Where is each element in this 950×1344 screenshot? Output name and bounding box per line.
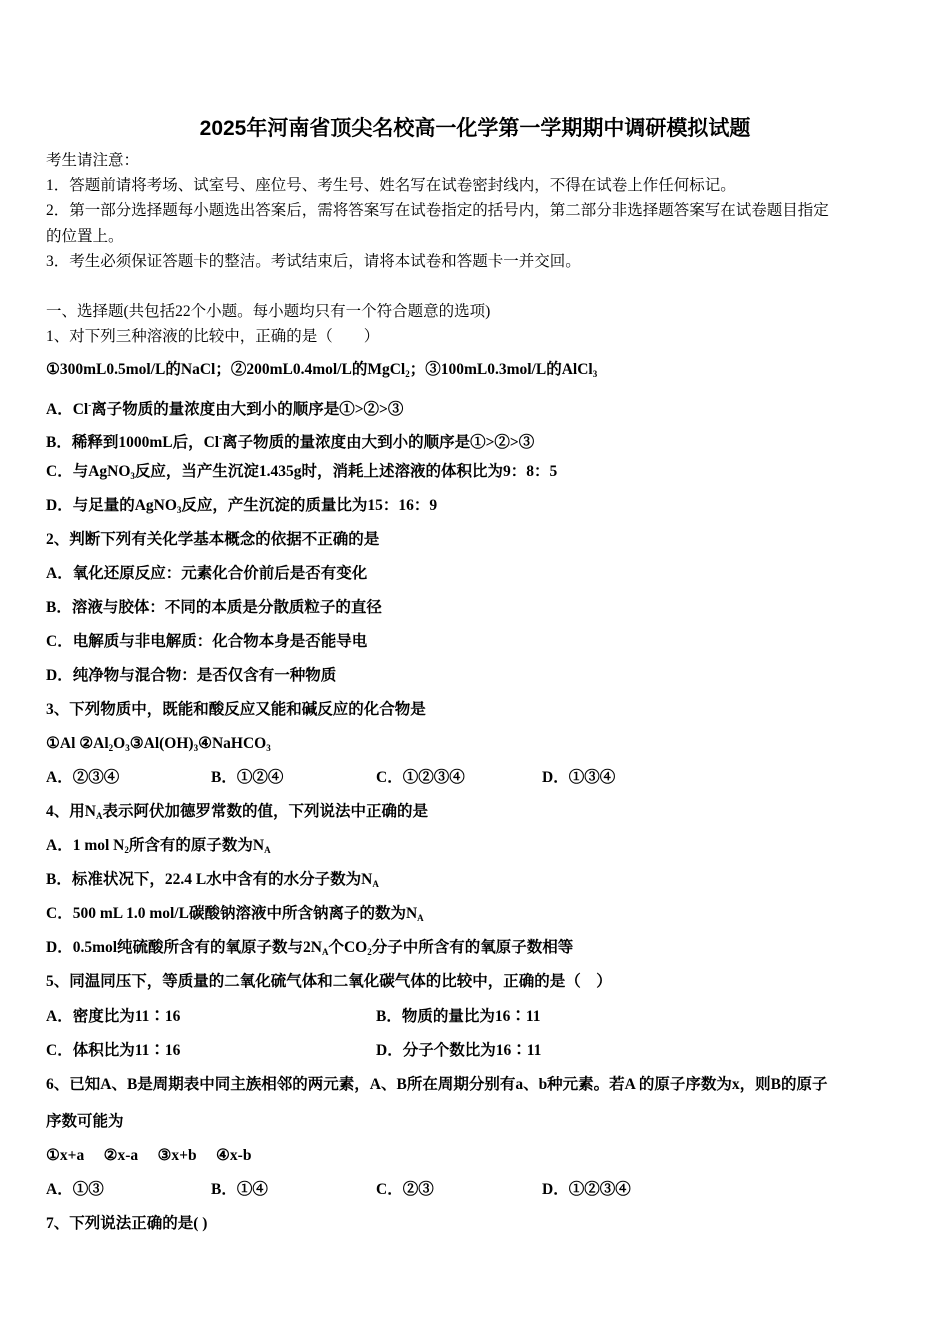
text-run: 反应，当产生沉淀1.435g时，消耗上述溶液的体积比为9：8：5 — [134, 463, 558, 480]
text-segment — [46, 530, 379, 550]
text-run: 7、下列说法正确的是( ) — [46, 1215, 208, 1232]
subscript: A — [95, 811, 103, 821]
text-run: A．①③ — [46, 1181, 104, 1198]
superscript: - — [88, 400, 92, 410]
text-run: A．1 mol N — [46, 837, 125, 854]
text-segment — [46, 632, 367, 652]
text-run: 3、下列物质中，既能和酸反应又能和碱反应的化合物是 — [46, 701, 426, 718]
text-run: 离子物质的量浓度由大到小的顺序是①>②>③ — [222, 434, 535, 451]
text-run: O — [113, 735, 126, 752]
text-segment — [46, 836, 271, 860]
text-run: B．稀释到1000mL后，Cl — [46, 434, 220, 451]
subscript: 3 — [130, 471, 135, 481]
text-segment — [46, 496, 437, 520]
text-run: 的位置上。 — [46, 228, 124, 245]
answer-option — [46, 1041, 180, 1061]
text-run: 一、选择题(共包括22个小题。每小题均只有一个符合题意的选项) — [46, 303, 491, 320]
text-run: ①Al ②Al — [46, 735, 109, 752]
text-run: B．①④ — [211, 1181, 268, 1198]
text-run: C．②③ — [376, 1181, 434, 1198]
answer-option — [46, 1007, 180, 1027]
subscript: 2 — [405, 369, 410, 379]
text-run: 2、判断下列有关化学基本概念的依据不正确的是 — [46, 531, 380, 548]
text-run: 序数可能为 — [46, 1113, 124, 1130]
text-segment — [46, 938, 573, 962]
text-run: 1、对下列三种溶液的比较中，正确的是（ ） — [46, 328, 380, 345]
subscript: A — [321, 947, 329, 957]
text-segment — [46, 1075, 828, 1095]
text-run: 考生请注意： — [46, 152, 140, 169]
text-run: D．0.5mol纯硫酸所含有的氧原子数与2N — [46, 939, 322, 956]
superscript: - — [219, 433, 223, 443]
page-title: 2025年河南省顶尖名校高一化学第一学期期中调研模拟试题 — [199, 117, 751, 140]
text-run: C．与AgNO — [46, 463, 131, 480]
text-run: A．②③④ — [46, 769, 120, 786]
text-run: ①x+a ②x-a ③x+b ④x-b — [46, 1147, 252, 1164]
subscript: 3 — [176, 505, 182, 515]
answer-option — [211, 1180, 268, 1200]
text-run: ④NaHCO — [198, 735, 267, 752]
answer-option — [46, 1180, 104, 1200]
subscript: 2 — [124, 845, 129, 855]
text-run: ；③100mL0.3mol/L的AlCl — [409, 361, 593, 378]
text-run: D．纯净物与混合物：是否仅含有一种物质 — [46, 667, 337, 684]
text-segment — [46, 252, 581, 272]
text-run: C．500 mL 1.0 mol/L碳酸钠溶液中所含钠离子的数为N — [46, 905, 418, 922]
text-segment — [46, 700, 426, 720]
subscript: A — [372, 879, 379, 889]
text-run: 5、同温同压下，等质量的二氧化硫气体和二氧化碳气体的比较中，正确的是（ ） — [46, 973, 612, 990]
text-segment — [46, 972, 612, 992]
text-run: 表示阿伏加德罗常数的值，下列说法中正确的是 — [102, 803, 428, 820]
text-run: C．体积比为11∶16 — [46, 1042, 181, 1059]
text-segment — [46, 666, 336, 686]
subscript: 3 — [193, 743, 199, 753]
subscript: A — [264, 845, 271, 855]
text-segment — [46, 227, 124, 247]
text-run: 分子中所含有的氧原子数相等 — [371, 939, 574, 956]
text-segment — [46, 302, 490, 322]
subscript: 2 — [108, 743, 114, 753]
text-segment — [46, 462, 557, 486]
answer-option — [542, 1180, 631, 1200]
text-segment — [46, 395, 403, 420]
text-run: C．电解质与非电解质：化合物本身是否能导电 — [46, 633, 368, 650]
text-run: D．分子个数比为16∶11 — [376, 1042, 542, 1059]
text-run: B．溶液与胶体：不同的本质是分散质粒子的直径 — [46, 599, 382, 616]
text-segment — [46, 360, 597, 384]
text-run: 3．考生必须保证答题卡的整洁。考试结束后，请将本试卷和答题卡一并交回。 — [46, 253, 581, 270]
text-run: 2．第一部分选择题每小题选出答案后，需将答案写在试卷指定的括号内，第二部分非选择题答案写在试卷题目指定 — [46, 202, 829, 219]
text-segment — [46, 151, 139, 171]
text-run: D．①③④ — [542, 769, 616, 786]
text-run: 4、用N — [46, 803, 96, 820]
text-run: 反应，产生沉淀的质量比为15：16：9 — [181, 497, 438, 514]
text-segment — [46, 802, 428, 826]
answer-option — [376, 1041, 541, 1061]
answer-option — [211, 768, 283, 788]
text-run: B．标准状况下，22.4 L水中含有的水分子数为N — [46, 871, 373, 888]
text-segment — [46, 1146, 251, 1166]
answer-option — [376, 1180, 434, 1200]
text-run: 个CO — [328, 939, 368, 956]
answer-option — [46, 768, 119, 788]
text-run: A．氧化还原反应：元素化合价前后是否有变化 — [46, 565, 368, 582]
text-segment — [46, 734, 271, 758]
text-segment — [46, 327, 379, 347]
text-run: ③Al(OH) — [129, 735, 194, 752]
answer-option — [376, 1007, 540, 1027]
text-run: B．物质的量比为16∶11 — [376, 1008, 541, 1025]
answer-option — [542, 768, 615, 788]
text-run: D．与足量的AgNO — [46, 497, 177, 514]
subscript: 3 — [125, 743, 130, 753]
text-segment — [46, 598, 382, 618]
text-segment — [46, 428, 534, 453]
subscript: 2 — [367, 947, 372, 957]
text-segment — [46, 201, 829, 221]
subscript: 3 — [592, 369, 598, 379]
text-run: 离子物质的量浓度由大到小的顺序是①>②>③ — [91, 401, 404, 418]
text-run: A．密度比为11∶16 — [46, 1008, 181, 1025]
text-run: 6、已知A、B是周期表中同主族相邻的两元素，A、B所在周期分别有a、b种元素。若A 的原子序数为x，则B的原子 — [46, 1076, 828, 1093]
text-run: D．①②③④ — [542, 1181, 631, 1198]
text-run: 所含有的原子数为N — [128, 837, 265, 854]
text-segment — [46, 1214, 207, 1234]
subscript: 3 — [266, 743, 271, 753]
text-segment — [46, 564, 367, 584]
text-run: 1．答题前请将考场、试室号、座位号、考生号、姓名写在试卷密封线内，不得在试卷上作任何标记。 — [46, 177, 736, 194]
text-segment — [46, 870, 379, 894]
answer-option — [376, 768, 465, 788]
text-segment — [46, 1112, 124, 1132]
text-segment — [46, 176, 736, 196]
text-run: C．①②③④ — [376, 769, 465, 786]
text-run: A．Cl — [46, 401, 89, 418]
text-segment — [46, 904, 424, 928]
text-run: ①300mL0.5mol/L的NaCl；②200mL0.4mol/L的MgCl — [46, 361, 406, 378]
subscript: A — [417, 913, 424, 923]
text-run: B．①②④ — [211, 769, 284, 786]
